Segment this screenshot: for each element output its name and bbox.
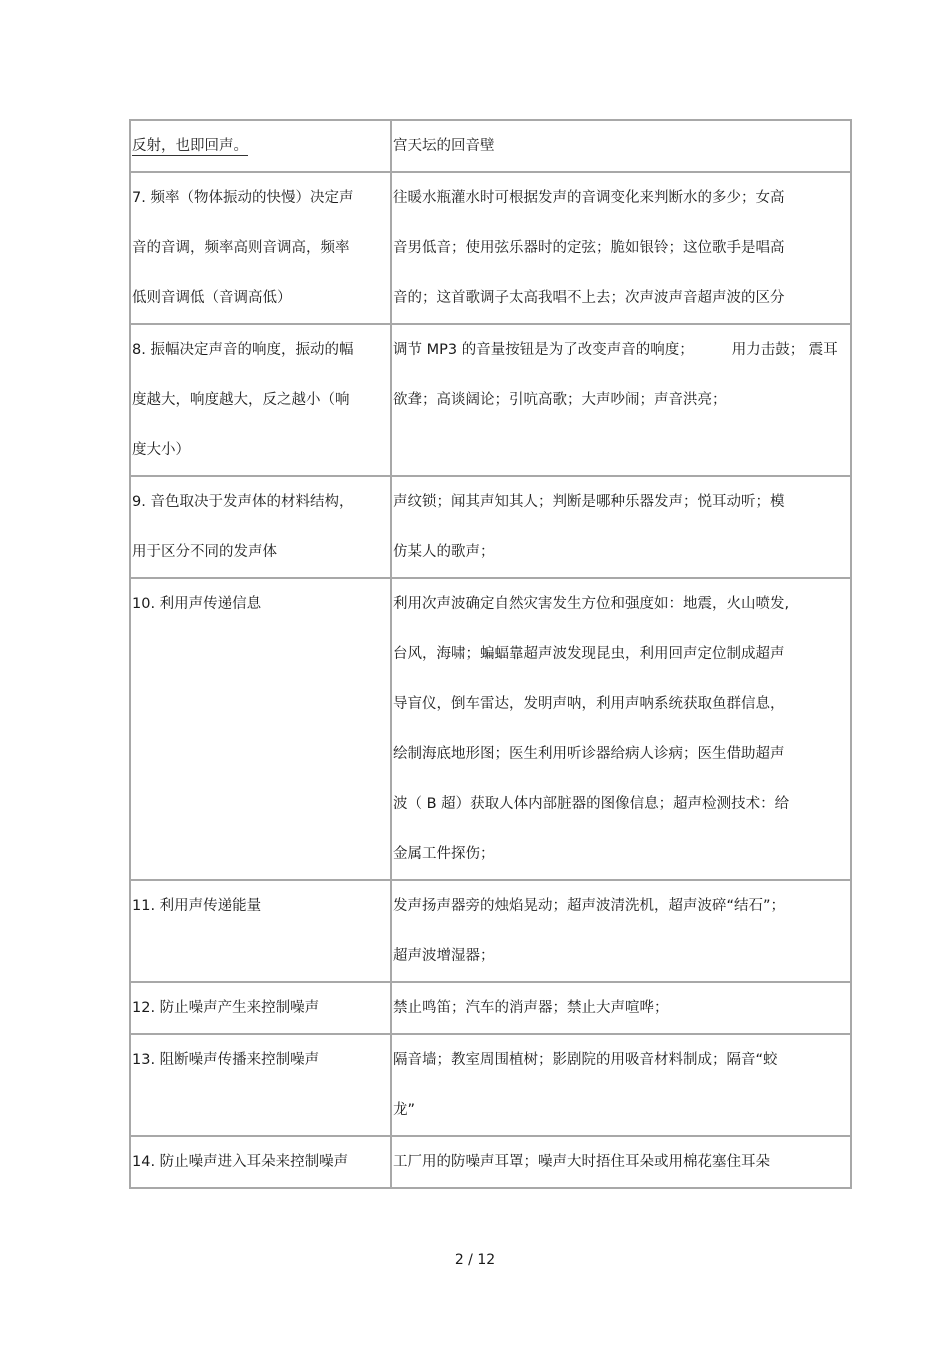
page-number: 2 / 12 [454,1252,496,1268]
table-cell-examples [391,578,851,880]
cell-line: 龙” [393,1102,416,1118]
cell-line: 欲聋；高谈阔论；引吭高歌；大声吵闹；声音洪亮； [393,392,727,408]
cell-line: 仿某人的歌声； [393,544,495,560]
table-cell-examples [391,172,851,324]
table-row [130,120,851,172]
table-cell-topic [130,476,391,578]
table-cell-topic [130,578,391,880]
table-cell-topic [130,120,391,172]
cell-line: 隔音墙；教室周围植树；影剧院的用吸音材料制成；隔音“蛟 [393,1052,778,1068]
table-row [130,324,851,476]
cell-line: 利用次声波确定自然灾害发生方位和强度如：地震，火山喷发, [393,596,790,612]
table-row [130,578,851,880]
table-row [130,476,851,578]
cell-line: 7. 频率（物体振动的快慢）决定声 [132,190,354,206]
cell-line: 音的；这首歌调子太高我唱不上去；次声波声音超声波的区分 [393,290,785,306]
cell-line: 12. 防止噪声产生来控制噪声 [132,1000,320,1016]
cell-line: 10. 利用声传递信息 [132,596,262,612]
table-cell-examples [391,120,851,172]
cell-line: 音的音调，频率高则音调高，频率 [132,240,350,256]
cell-line: 波（ B 超）获取人体内部脏器的图像信息；超声检测技术：给 [393,796,790,812]
cell-line: 8. 振幅决定声音的响度，振动的幅 [132,342,354,358]
underlined-text: 反射，也即回声。 [132,138,248,154]
table-cell-examples [391,1136,851,1188]
table-cell-topic [130,1034,391,1136]
cell-line: 11. 利用声传递能量 [132,898,262,914]
cell-line: 13. 阻断噪声传播来控制噪声 [132,1052,320,1068]
knowledge-table [129,119,852,1189]
table-row [130,172,851,324]
cell-line: 禁止鸣笛；汽车的消声器；禁止大声喧哗； [393,1000,669,1016]
cell-line: 14. 防止噪声进入耳朵来控制噪声 [132,1154,349,1170]
table-row [130,1034,851,1136]
table-cell-examples [391,982,851,1034]
cell-line: 9. 音色取决于发声体的材料结构， [132,494,354,510]
table-cell-examples [391,324,851,476]
table-cell-topic [130,172,391,324]
cell-line: 宫天坛的回音壁 [393,138,495,154]
table-cell-topic [130,982,391,1034]
cell-text: 用力击鼓； 震耳 [731,342,838,358]
cell-line: 工厂用的防噪声耳罩；噪声大时捂住耳朵或用棉花塞住耳朵 [393,1154,770,1170]
cell-line: 往暖水瓶灌水时可根据发声的音调变化来判断水的多少；女高 [393,190,785,206]
cell-line [132,121,388,171]
table-cell-topic [130,324,391,476]
cell-line: 度越大，响度越大，反之越小（响 [132,392,350,408]
table-cell-examples [391,880,851,982]
cell-line: 音男低音；使用弦乐器时的定弦；脆如银铃；这位歌手是唱高 [393,240,785,256]
cell-line: 发声扬声器旁的烛焰晃动；超声波清洗机，超声波碎“结石”； [393,898,786,914]
table-cell-topic [130,880,391,982]
cell-line: 声纹锁；闻其声知其人；判断是哪种乐器发声；悦耳动听；模 [393,494,785,510]
cell-line: 低则音调低（音调高低） [132,290,292,306]
table-cell-examples [391,476,851,578]
table-cell-topic [130,1136,391,1188]
cell-line: 超声波增湿器； [393,948,495,964]
cell-line: 金属工件探伤； [393,846,495,862]
cell-line: 绘制海底地形图；医生利用听诊器给病人诊病；医生借助超声 [393,746,785,762]
cell-line: 用于区分不同的发声体 [132,544,277,560]
cell-text: 调节 MP3 的音量按钮是为了改变声音的响度； [393,342,694,358]
table-row [130,982,851,1034]
cell-line: 度大小） [132,442,190,458]
table-row [130,880,851,982]
table-row [130,1136,851,1188]
cell-line: 导盲仪，倒车雷达，发明声呐，利用声呐系统获取鱼群信息， [393,696,785,712]
cell-line [393,325,848,375]
table-cell-examples [391,1034,851,1136]
cell-line: 台风，海啸；蝙蝠靠超声波发现昆虫，利用回声定位制成超声 [393,646,785,662]
